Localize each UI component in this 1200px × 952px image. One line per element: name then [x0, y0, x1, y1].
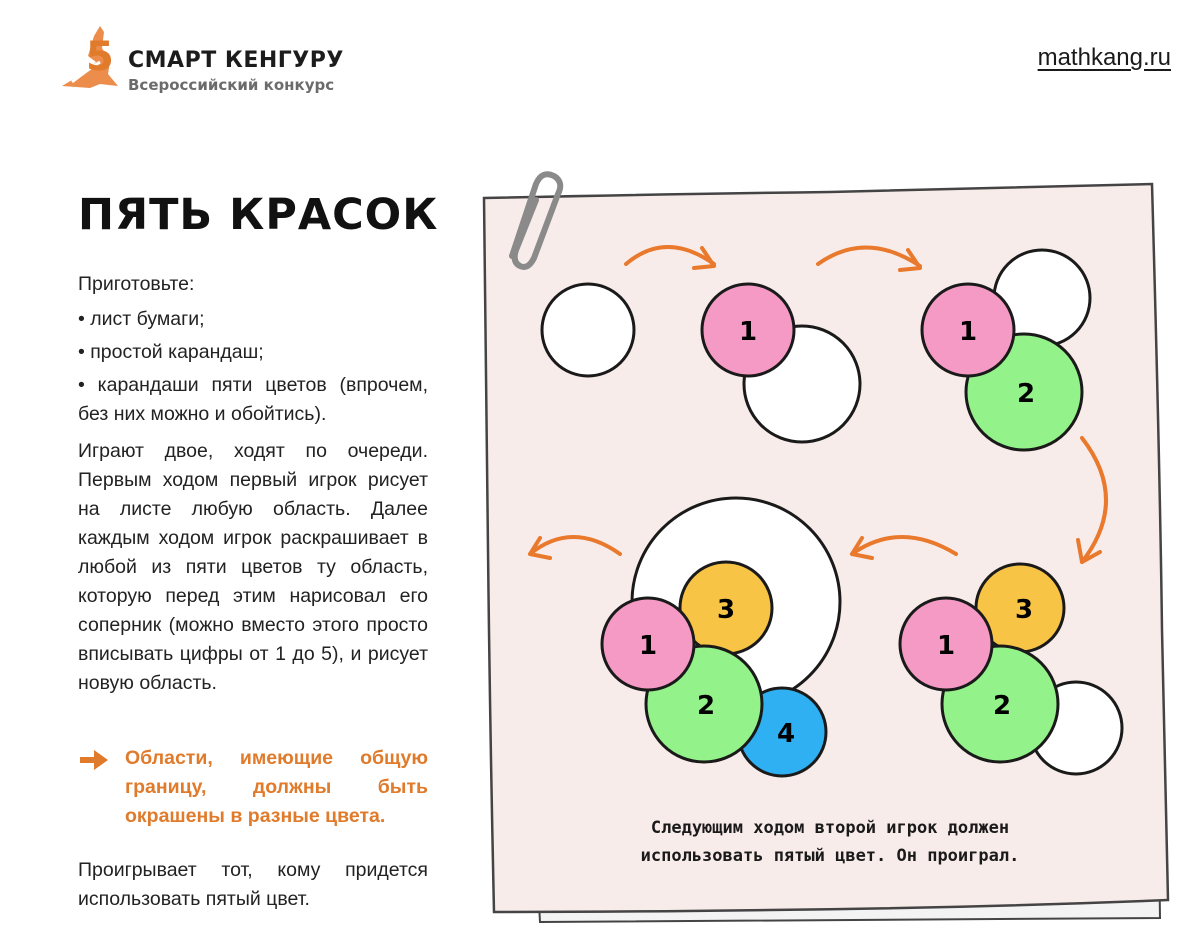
list-item: • простой карандаш;	[78, 338, 428, 367]
instructions	[78, 270, 428, 698]
lose-rule-text: Проигрывает тот, кому придется использовать пятый цвет.	[78, 859, 428, 910]
region-label: 4	[776, 719, 796, 749]
diagram-caption	[560, 814, 1100, 870]
caption-line: использовать пятый цвет. Он проиграл.	[640, 846, 1020, 866]
region-empty	[542, 284, 634, 376]
region-label: 3	[1014, 595, 1034, 625]
region-label: 1	[958, 317, 978, 347]
logo-digit: 5	[86, 34, 114, 80]
site-link[interactable]: mathkang.ru	[1037, 44, 1171, 71]
brand-subtitle: Всероссийский конкурс	[128, 76, 335, 94]
rules-text: Играют двое, ходят по очереди. Первым ходом первый игрок рисует на листе любую область. Далее каждым ходом игрок раскрашивает в любой из пяти цветов ту область, которую перед этим нарисовал его соперник (можно вместо этого просто вписывать цифры от 1 до 5), и рисует новую область.	[78, 440, 428, 694]
list-item: • лист бумаги;	[78, 305, 428, 334]
prepare-label: Приготовьте:	[78, 273, 195, 295]
list-item: • карандаши пяти цветов (впрочем, без них можно и обойтись).	[78, 371, 428, 429]
region-label: 2	[696, 691, 716, 721]
kangaroo-logo-icon	[60, 18, 126, 98]
region-label: 3	[716, 595, 736, 625]
region-label: 1	[638, 631, 658, 661]
brand-logo[interactable]	[60, 18, 360, 98]
brand-name: СМАРТ КЕНГУРУ	[128, 48, 344, 73]
page-title: ПЯТЬ КРАСОК	[78, 190, 439, 240]
region-label: 2	[992, 691, 1012, 721]
prepare-list	[78, 305, 428, 429]
region-label: 1	[738, 317, 758, 347]
key-rule-text: Области, имеющие общую границу, должны быть окрашены в разные цвета.	[125, 747, 428, 827]
region-label: 2	[1016, 379, 1036, 409]
arrow-right-icon	[78, 748, 110, 772]
caption-line: Следующим ходом второй игрок должен	[650, 818, 1010, 838]
region-label: 1	[936, 631, 956, 661]
